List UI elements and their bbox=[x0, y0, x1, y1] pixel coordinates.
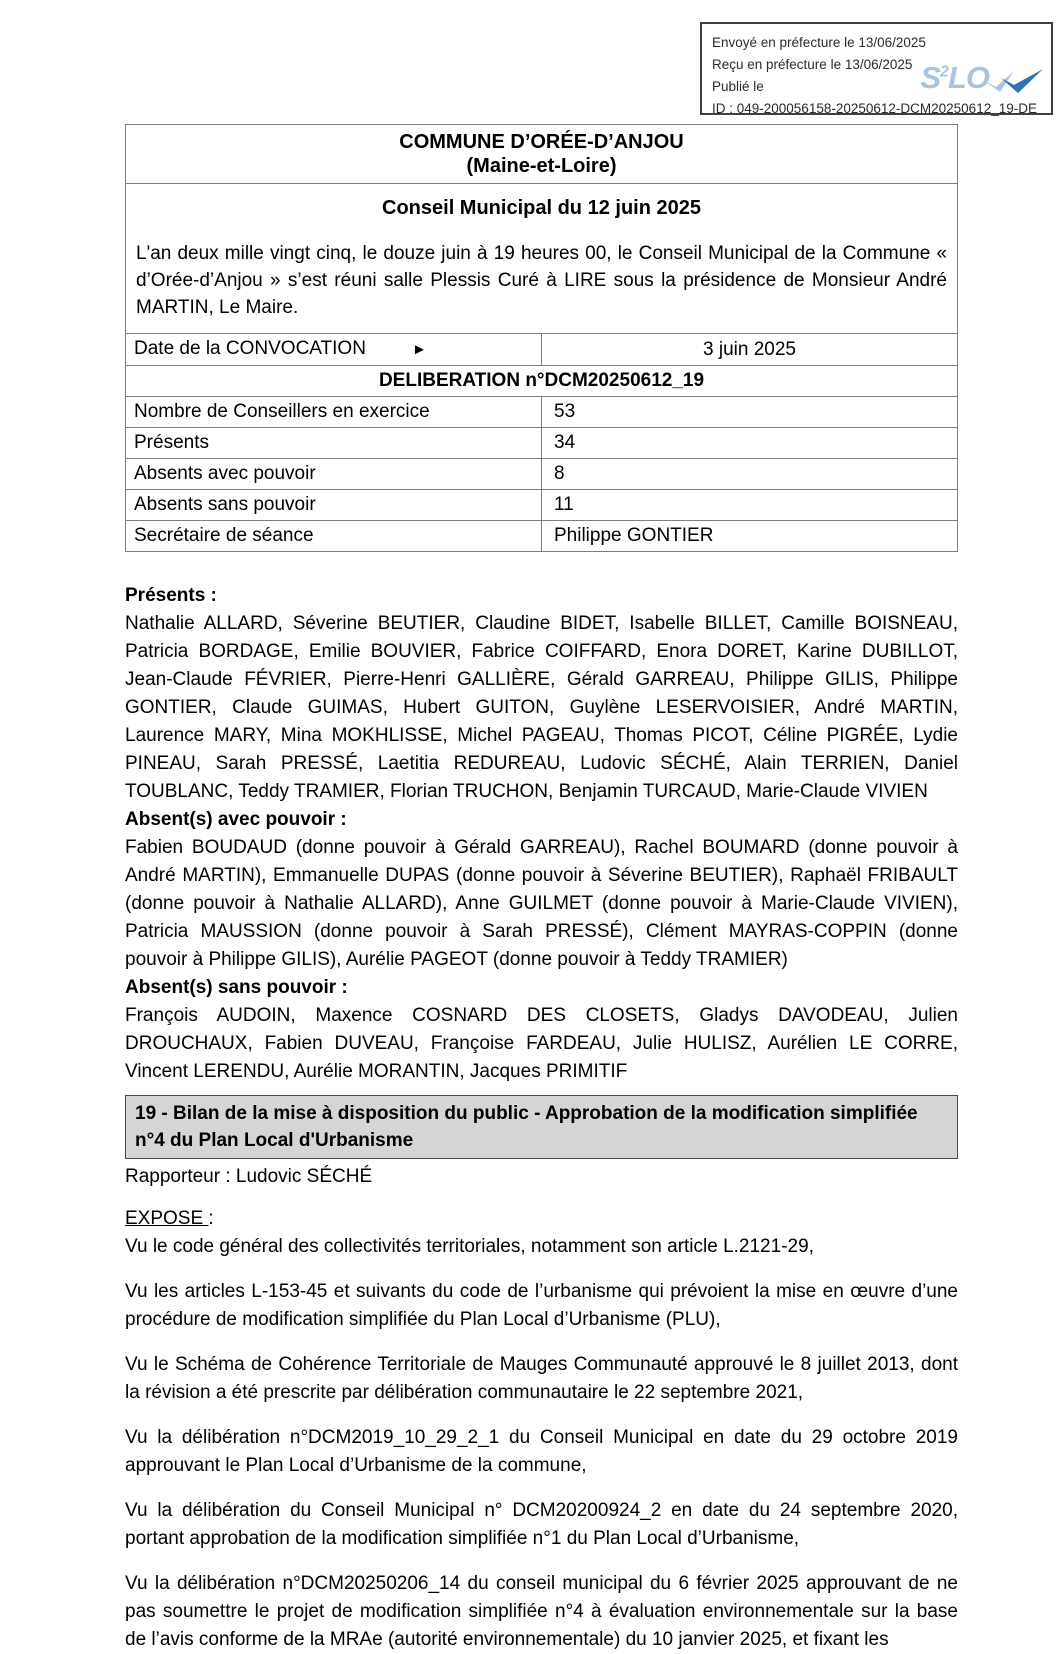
absents-sans-pouvoir-list: François AUDOIN, Maxence COSNARD DES CLOSETS, Gladys DAVODEAU, Julien DROUCHAUX, Fabien DUVEAU, Françoise FARDEAU, Julie HULISZ, Aurélien LE CORRE, Vincent LERENDU, Aurélie MORANTIN, Jacques PRIMITIF bbox=[125, 1005, 958, 1082]
table-row bbox=[126, 184, 958, 334]
body-paragraph: Vu la délibération n°DCM20250206_14 du conseil municipal du 6 février 2025 approuvant de ne pas soumettre le projet de modification simplifiée n°4 à évaluation environnementale sur la base de l’avis conforme de la MRAe (autorité environnementale) du 10 janvier 2025, et fixant les bbox=[125, 1573, 958, 1650]
convocation-date: 3 juin 2025 bbox=[542, 334, 958, 366]
session-title: Conseil Municipal du 12 juin 2025 bbox=[382, 197, 701, 219]
row-value: 34 bbox=[542, 428, 958, 459]
row-label: Présents bbox=[126, 428, 542, 459]
s2lo-logo-text: $S^2LO$ bbox=[920, 60, 989, 95]
row-value: Philippe GONTIER bbox=[542, 521, 958, 552]
row-label: Secrétaire de séance bbox=[126, 521, 542, 552]
presents-list: Nathalie ALLARD, Séverine BEUTIER, Claudine BIDET, Isabelle BILLET, Camille BOISNEAU, Patricia BORDAGE, Emilie BOUVIER, Fabrice COIFFARD, Enora DORET, Karine DUBILLOT, Jean-Claude FÉVRIER, Pierre-Henri GALLIÈRE, Gérald GARREAU, Philippe GILIS, Philippe GONTIER, Claude GUIMAS, Hubert GUITON, Guylène LESERVOISIER, André MARTIN, Laurence MARY, Mina MOKHLISSE, Michel PAGEAU, Thomas PICOT, Céline PIGRÉE, Lydie PINEAU, Sarah PRESSÉ, Laetitia REDUREAU, Ludovic SÉCHÉ, Alain TERRIEN, Daniel TOUBLANC, Teddy TRAMIER, Florian TRUCHON, Benjamin TURCAUD, Marie-Claude VIVIEN bbox=[125, 613, 958, 802]
s2lo-logo bbox=[920, 60, 1045, 96]
absents-sans-pouvoir-label: Absent(s) sans pouvoir : bbox=[125, 977, 348, 998]
stamp-published-line: Publié le bbox=[712, 79, 764, 94]
row-label: Absents sans pouvoir bbox=[126, 490, 542, 521]
table-row bbox=[126, 334, 958, 366]
body-paragraph: Vu la délibération n°DCM2019_10_29_2_1 du Conseil Municipal en date du 29 octobre 2019 approuvant le Plan Local d’Urbanisme de la commune, bbox=[125, 1427, 958, 1476]
agenda-item-title: 19 - Bilan de la mise à disposition du public - Approbation de la modification simplifiée n°4 du Plan Local d'Urbanisme bbox=[125, 1095, 958, 1159]
table-row bbox=[126, 366, 958, 397]
table-row bbox=[126, 459, 958, 490]
commune-header-cell bbox=[126, 125, 958, 184]
rapporteur-line: Rapporteur : Ludovic SÉCHÉ bbox=[125, 1166, 373, 1187]
table-row bbox=[126, 125, 958, 184]
body-paragraph: Vu la délibération du Conseil Municipal n° DCM20200924_2 en date du 24 septembre 2020, portant approbation de la modification simplifiée n°1 du Plan Local d’Urbanisme, bbox=[125, 1500, 958, 1549]
row-value: 53 bbox=[542, 397, 958, 428]
body-paragraph: Vu le code général des collectivités territoriales, notamment son article L.2121-29, bbox=[125, 1236, 814, 1257]
stamp-sent-line: Envoyé en préfecture le 13/06/2025 bbox=[712, 35, 926, 50]
attendance-section bbox=[125, 582, 958, 1086]
table-row bbox=[126, 397, 958, 428]
table-row bbox=[126, 490, 958, 521]
commune-name: COMMUNE D’ORÉE-D’ANJOU bbox=[399, 131, 684, 153]
departement-name: (Maine-et-Loire) bbox=[466, 155, 617, 177]
stamp-received-line: Reçu en préfecture le 13/06/2025 bbox=[712, 57, 913, 72]
stamp-id-line: ID : 049-200056158-20250612-DCM20250612_19-DE bbox=[712, 101, 1037, 116]
arrow-right-icon: ► bbox=[411, 341, 427, 358]
row-value: 8 bbox=[542, 459, 958, 490]
document-body bbox=[125, 124, 958, 1654]
row-value: 11 bbox=[542, 490, 958, 521]
deliberation-number: DELIBERATION n°DCM20250612_19 bbox=[126, 366, 958, 397]
checkmark-swoosh-icon bbox=[981, 67, 1045, 95]
body-paragraph: Vu le Schéma de Cohérence Territoriale de Mauges Communauté approuvé le 8 juillet 2013, dont la révision a été prescrite par délibération communautaire le 22 septembre 2021, bbox=[125, 1354, 958, 1403]
presents-label: Présents : bbox=[125, 585, 217, 606]
absents-avec-pouvoir-label: Absent(s) avec pouvoir : bbox=[125, 809, 347, 830]
row-label: Nombre de Conseillers en exercice bbox=[126, 397, 542, 428]
prefecture-stamp bbox=[700, 22, 1053, 115]
expose-label: EXPOSE bbox=[125, 1208, 209, 1229]
convocation-label: Date de la CONVOCATION bbox=[134, 338, 366, 359]
table-row bbox=[126, 521, 958, 552]
table-row bbox=[126, 428, 958, 459]
session-cell bbox=[126, 184, 958, 334]
header-table bbox=[125, 124, 958, 552]
session-intro: L'an deux mille vingt cinq, le douze juin à 19 heures 00, le Conseil Municipal de la Commune « d’Orée-d’Anjou » s’est réuni salle Plessis Curé à LIRE sous la présidence de Monsieur André MARTIN, Le Maire. bbox=[136, 243, 947, 318]
expose-colon: : bbox=[208, 1208, 214, 1229]
expose-heading bbox=[125, 1205, 958, 1233]
row-label: Absents avec pouvoir bbox=[126, 459, 542, 490]
absents-avec-pouvoir-list: Fabien BOUDAUD (donne pouvoir à Gérald GARREAU), Rachel BOUMARD (donne pouvoir à André MARTIN), Emmanuelle DUPAS (donne pouvoir à Séverine BEUTIER), Raphaël FRIBAULT (donne pouvoir à Nathalie ALLARD), Anne GUILMET (donne pouvoir à Marie-Claude VIVIEN), Patricia MAUSSION (donne pouvoir à Sarah PRESSÉ), Clément MAYRAS-COPPIN (donne pouvoir à Philippe GILIS), Aurélie PAGEOT (donne pouvoir à Teddy TRAMIER) bbox=[125, 837, 958, 970]
convocation-label-cell bbox=[126, 334, 542, 366]
body-paragraph: Vu les articles L-153-45 et suivants du code de l’urbanisme qui prévoient la mise en œuvre d’une procédure de modification simplifiée du Plan Local d’Urbanisme (PLU), bbox=[125, 1281, 958, 1330]
